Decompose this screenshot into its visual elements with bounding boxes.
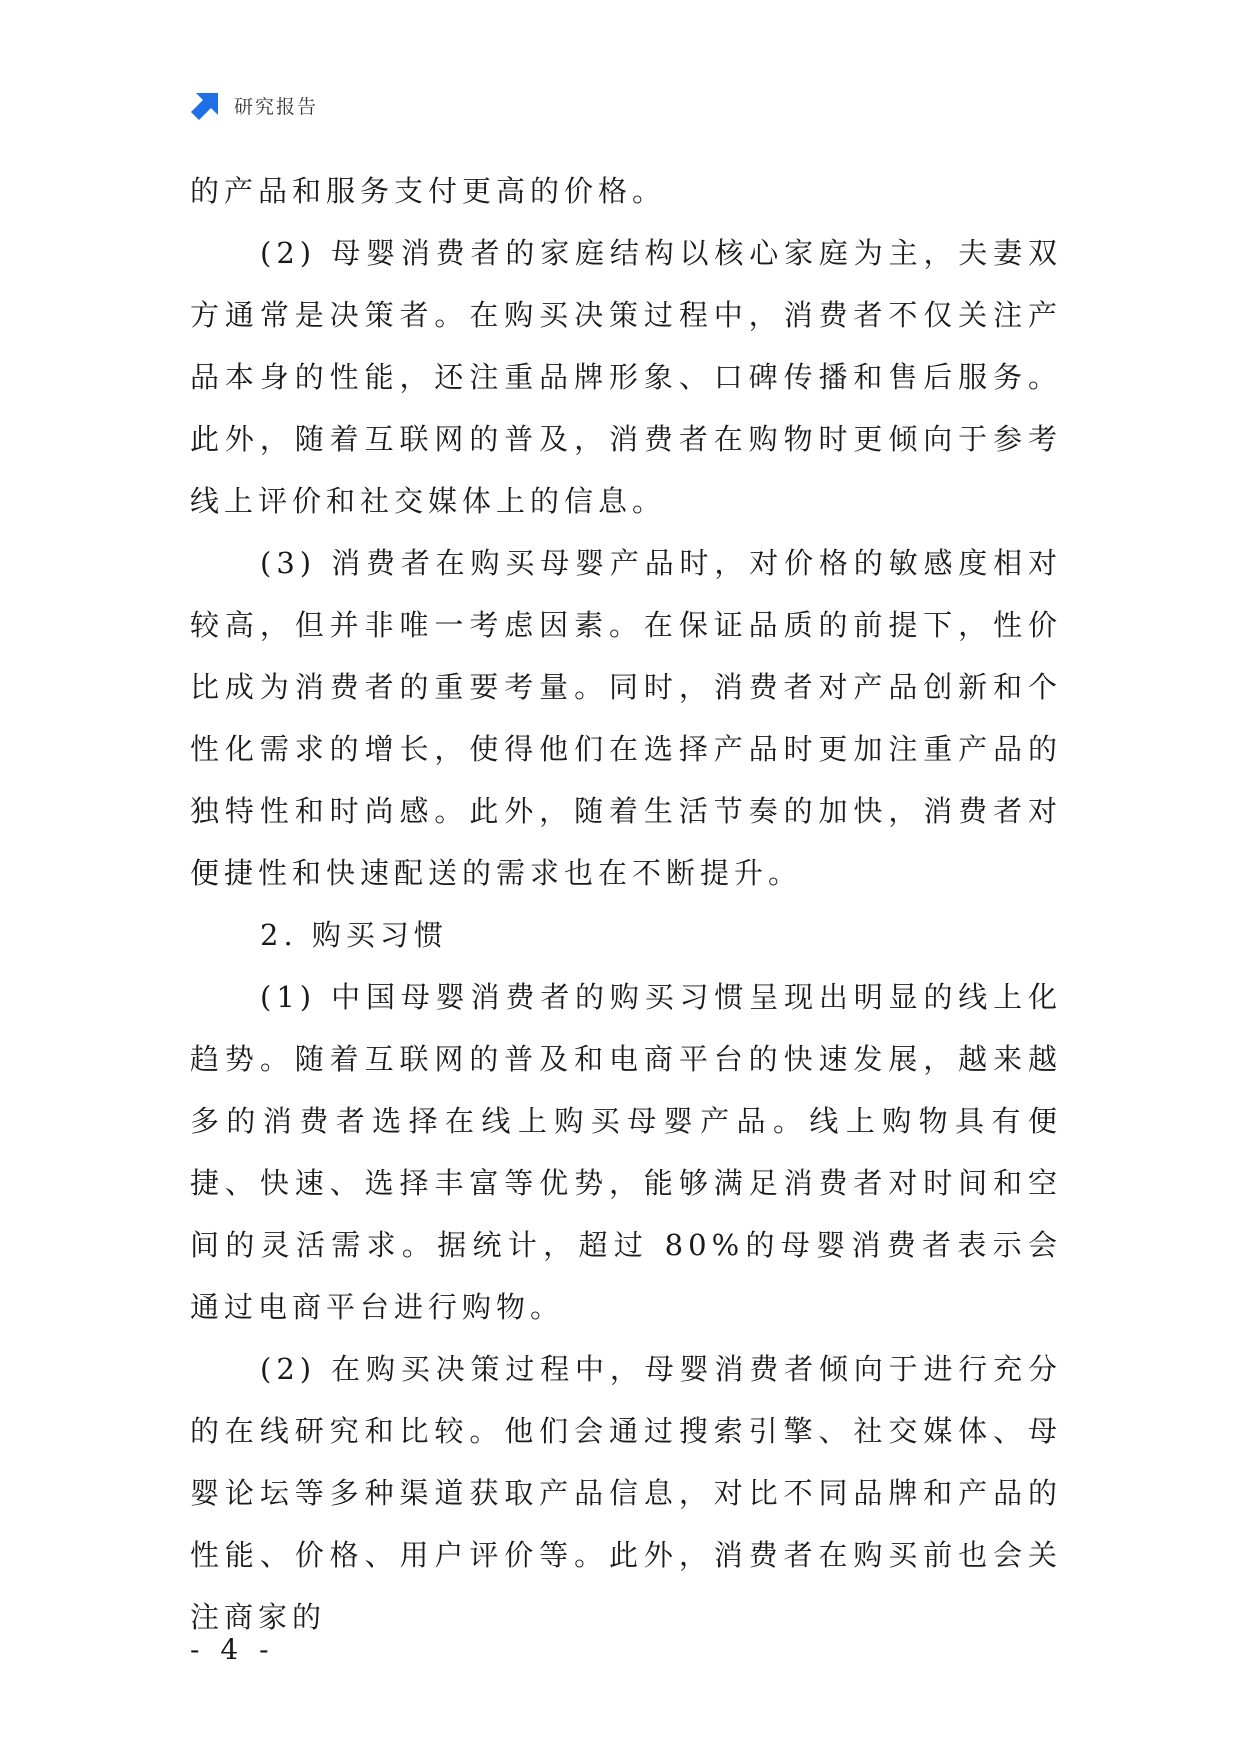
header-title: 研究报告 (234, 95, 319, 118)
paragraph: (2) 母婴消费者的家庭结构以核心家庭为主，夫妻双方通常是决策者。在购买决策过程中，消费者不仅关注产品本身的性能，还注重品牌形象、口碑传播和售后服务。此外，随着互联网的普及，消费者在购物时更倾向于参考线上评价和社交媒体上的信息。 (190, 236, 1062, 518)
arrow-up-right-icon (190, 89, 222, 121)
page-header (190, 88, 318, 122)
paragraph: (1) 中国母婴消费者的购买习惯呈现出明显的线上化趋势。随着互联网的普及和电商平台的快速发展，越来越多的消费者选择在线上购买母婴产品。线上购物具有便捷、快速、选择丰富等优势，能够满足消费者对时间和空间的灵活需求。据统计，超过 80%的母婴消费者表示会通过电商平台进行购物。 (190, 980, 1062, 1324)
section-heading: 2. 购买习惯 (260, 918, 448, 952)
paragraph-continuation: 的产品和服务支付更高的价格。 (190, 174, 667, 208)
paragraph: (2) 在购买决策过程中，母婴消费者倾向于进行充分的在线研究和比较。他们会通过搜索引擎、社交媒体、母婴论坛等多种渠道获取产品信息，对比不同品牌和产品的性能、价格、用户评价等。此外，消费者在购买前也会关注商家的 (190, 1352, 1062, 1634)
page-number: - 4 - (190, 1633, 275, 1666)
document-body (190, 160, 1062, 1648)
paragraph: (3) 消费者在购买母婴产品时，对价格的敏感度相对较高，但并非唯一考虑因素。在保证品质的前提下，性价比成为消费者的重要考量。同时，消费者对产品创新和个性化需求的增长，使得他们在选择产品时更加注重产品的独特性和时尚感。此外，随着生活节奏的加快，消费者对便捷性和快速配送的需求也在不断提升。 (190, 546, 1062, 890)
